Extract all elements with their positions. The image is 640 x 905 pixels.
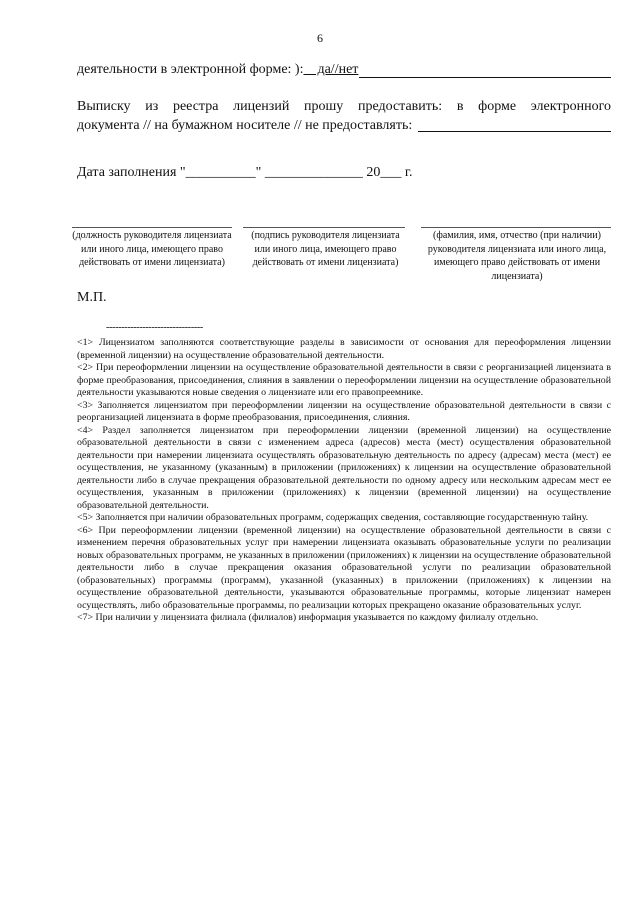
electronic-form-label: деятельности в электронной форме: ):	[77, 62, 304, 77]
extract-request-fill-line	[418, 117, 611, 132]
extract-request-options-text: документа // на бумажном носителе // не предоставлять:	[77, 118, 413, 133]
fill-date-line: Дата заполнения "__________" ______________ 20___ г.	[77, 165, 413, 180]
stamp-place-label: М.П.	[77, 290, 107, 305]
footnote-2: <2> При переоформлении лицензии на осуществление образовательной деятельности в связи с реорганизацией лицензиата в форме преобразования, присоединения, слияния в заявлении о переоформлении лицензии на осуществление образовательной деятельности указываются новые сведения о лицензиате или его правопреемнике.	[77, 362, 611, 398]
footnote-7: <7> При наличии у лицензиата филиала (филиалов) информация указывается по каждому филиалу отдельно.	[77, 612, 539, 623]
extract-request-text: Выписку из реестра лицензий прошу предоставить: в форме электронного	[77, 99, 611, 114]
footnote-3: <3> Заполняется лицензиатом при переоформлении лицензии на осуществление образовательной деятельности в связи с реорганизацией лицензиата в форме преобразования, присоединения, слияния.	[77, 399, 611, 423]
name-caption: (фамилия, имя, отчество (при наличии) руководителя лицензиата или иного лица, имеющего право действовать от имени лицензиата)	[427, 230, 607, 282]
electronic-form-fill-line	[359, 63, 611, 78]
signature-caption: (подпись руководителя лицензиата или иного лица, имеющего право действовать от имени лицензиата)	[251, 230, 400, 268]
extract-request-options	[77, 116, 611, 135]
footnotes-block	[77, 337, 611, 625]
footnote-5: <5> Заполняется при наличии образовательных программ, содержащих сведения, составляющие государственную тайну.	[77, 512, 589, 523]
position-caption: (должность руководителя лицензиата или иного лица, имеющего право действовать от имени лицензиата)	[72, 230, 232, 268]
footnote-1: <1> Лицензиатом заполняются соответствующие разделы в зависимости от основания для переоформления лицензии (временной лицензии) на осуществление образовательной деятельности.	[77, 337, 611, 361]
page-number: 6	[317, 31, 323, 45]
footnote-separator: --------------------------------	[106, 322, 203, 333]
footnote-4: <4> Раздел заполняется лицензиатом при переоформлении лицензии (временной лицензии) на осуществление образовательной деятельности в связи с изменением адреса (адресов) места (мест) осуществления образовательной деятельности при намерении лицензиата осуществлять образовательную деятельность по адресу (адресам) места (мест) ее осуществления, не указанному (указанным) в приложении (приложениях) к лицензии на осуществление образовательной деятельности либо в случае прекращения образовательной деятельности по одному адресу или нескольким адресам мест ее осуществления, указанным в приложении (приложениях) к лицензии (временной лицензии) на осуществление образовательной деятельности.	[77, 424, 611, 511]
footnote-6: <6> При переоформлении лицензии (временной лицензии) на осуществление образовательной деятельности в связи с изменением перечня образовательных услуг при намерении лицензиата оказывать образовательные услуги по реализации новых образовательных программ, не указанных в приложении (приложениях) к лицензии на осуществление образовательной деятельности либо в случае прекращения оказания образовательной услуги по реализации образовательной (образовательных) программы (программ), указанной (указанных) в приложении (приложениях) к лицензии на осуществление образовательной деятельности, указываются образовательные программы, которые лицензиат намерен осуществлять, либо образовательные программы, по реализации которых прекращено оказание образовательных услуг.	[77, 524, 611, 611]
electronic-form-line	[77, 62, 611, 78]
electronic-form-answer: да//нет	[303, 62, 359, 77]
signature-line	[243, 227, 405, 228]
position-signature-line	[72, 227, 232, 228]
name-signature-line	[421, 227, 611, 228]
